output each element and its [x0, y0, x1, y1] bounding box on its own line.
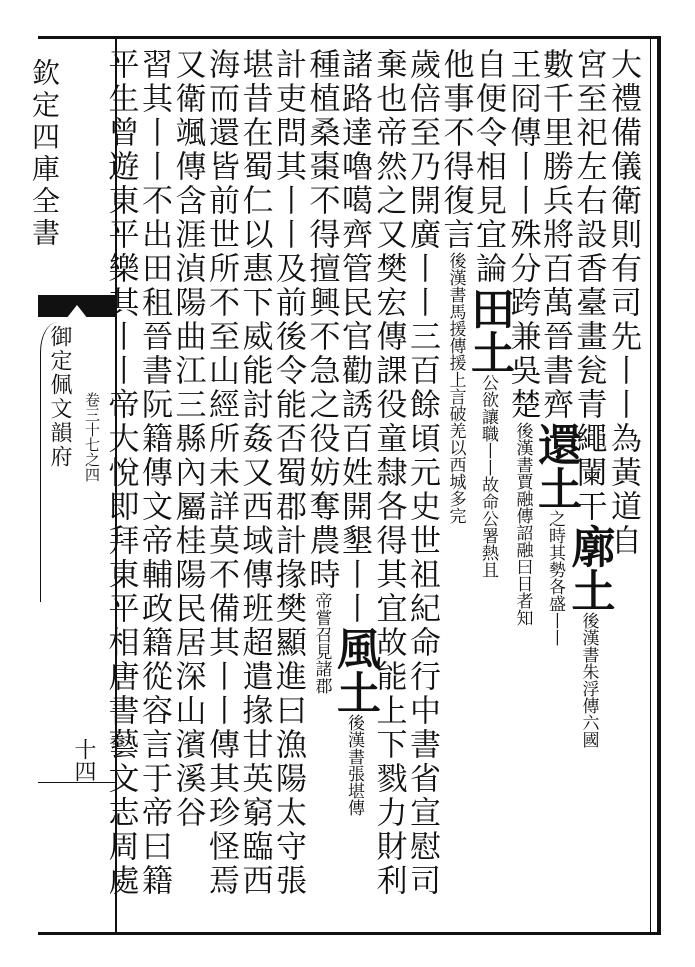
- annotation-text: 後漢書朱浮傳六國: [578, 612, 599, 748]
- frame-right-outer-line: [657, 36, 661, 935]
- text-column: [371, 48, 405, 928]
- page-number: 十四: [71, 738, 96, 782]
- body-text: 自便令相見宜論: [470, 48, 506, 286]
- body-text: 他事不得復言: [437, 48, 474, 252]
- body-text: 王冏傳丨丨殊分跨兼吳楚: [504, 48, 541, 422]
- text-column: [505, 48, 539, 928]
- body-text: 種植桑棗不得擅興不急之役妨奪農時: [303, 48, 340, 592]
- text-column: [606, 48, 640, 928]
- heading-term: 風土: [329, 626, 380, 714]
- book-name: 御定佩文韻府: [47, 325, 72, 469]
- body-text: 堪昔在蜀仁以惠下威能討姦又西域傳班超遣掾甘英窮臨西: [236, 48, 273, 898]
- annotation-text: 之時其勢各盛丨丨: [545, 510, 565, 646]
- body-text: 數千里勝兵將百萬晉書齊: [537, 48, 573, 422]
- text-column: [463, 48, 514, 928]
- text-column: [204, 48, 238, 928]
- text-column: [170, 48, 204, 928]
- frame-right-inner-line: [650, 36, 651, 935]
- annotation-text: 帝嘗召見諸郡: [311, 592, 332, 694]
- annotation-text: 公欲讓職丨丨故命公署熱且: [478, 374, 498, 578]
- body-text: 棄也帝然之又樊宏傳課役童隸各得其宜故能上下戮力財利: [370, 48, 407, 898]
- margin-title: 欽定四庫全書: [28, 58, 61, 250]
- text-column: [137, 48, 171, 928]
- frame-bottom-line: [38, 932, 660, 935]
- annotation-text: 後漢書馬援傳援上言破羌以西城多完: [445, 252, 466, 524]
- body-text: 又衛颯傳含涯湞陽曲江三縣內屬桂陽民居深山濱溪谷: [169, 48, 206, 830]
- text-column: [405, 48, 439, 928]
- juan-label: 卷三十七之四: [83, 392, 101, 482]
- text-column: [329, 48, 380, 928]
- heading-term: 還土: [530, 422, 581, 510]
- heading-term: 田土: [463, 286, 514, 374]
- text-column: [237, 48, 271, 928]
- body-text: 歲倍至乃開廣丨丨三百餘頃元史世祖紀命行中書省宣慰司: [404, 48, 440, 898]
- body-text: 大禮備儀衛則有司先丨丨為黃道自: [605, 48, 641, 558]
- text-column: [271, 48, 305, 928]
- body-text: 平生曾遊東平樂其丨丨帝大悅即拜東平相唐書藝文志周處: [102, 48, 139, 898]
- heading-term: 廓土: [563, 524, 615, 612]
- body-text: 計吏問其丨丨及前後令能否蜀郡計掾樊顯進曰漁陽太守張: [270, 48, 306, 898]
- body-text: 諸路達嚕噶齊管民官勸誘百姓開墾丨丨: [336, 48, 372, 626]
- text-column: [530, 48, 581, 928]
- body-text: 宮至祀左右設香臺畫瓮青繩闌干: [570, 48, 607, 524]
- frame-top-line: [38, 36, 660, 39]
- text-column: [438, 48, 472, 928]
- text-column: [103, 48, 137, 928]
- annotation-text: 後漢書賈融傳詔融曰日者知: [512, 422, 533, 626]
- text-column: [304, 48, 338, 928]
- body-text: 海而還皆前世所不至山經所未詳莫不備其丨丨傳其珍怪焉: [203, 48, 239, 898]
- body-text: 習其丨丨不出田租晉書阮籍傳文帝輔政籍從容言于帝曰籍: [136, 48, 172, 898]
- annotation-text: 後漢書張堪傳: [344, 714, 364, 816]
